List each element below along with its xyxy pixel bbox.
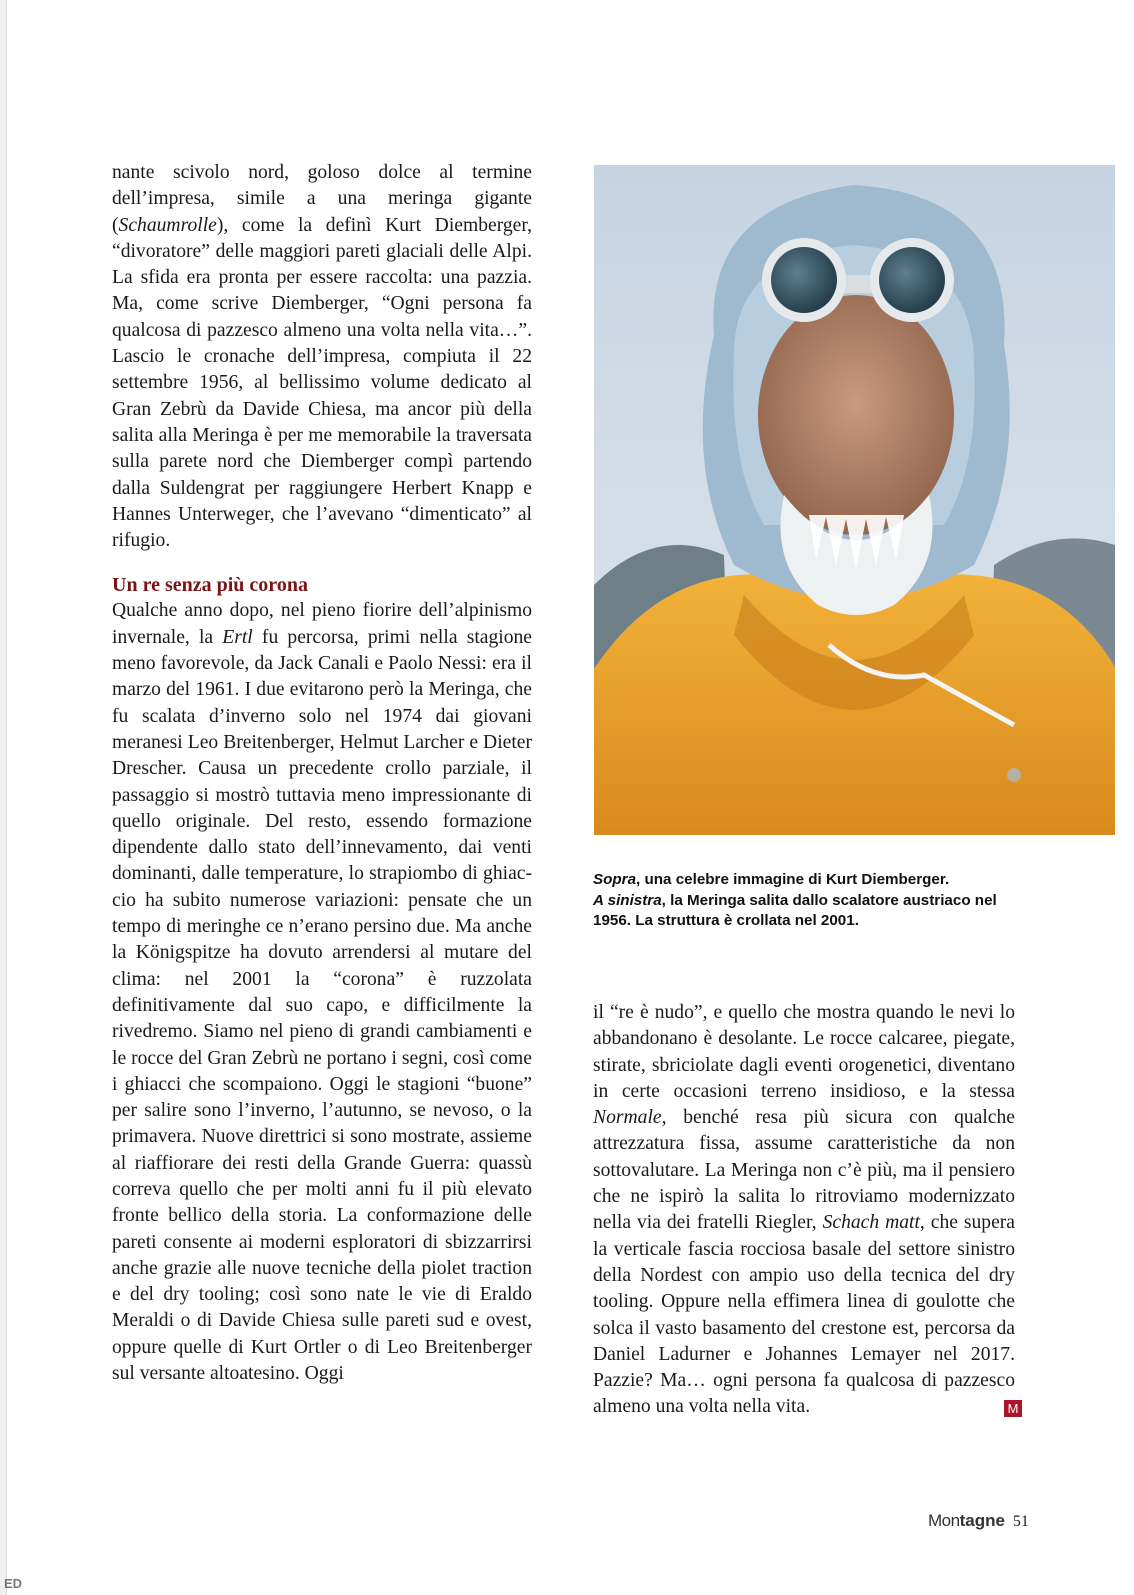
caption-label-above: Sopra — [593, 871, 637, 888]
italic-run-3: Schach matt — [822, 1212, 920, 1234]
caption-label-left: A sinistra — [593, 891, 662, 909]
text-run-4: , che supera la verticale fascia rocciosa basale del settore sinistro della Nordest con ampio uso della tecnica del dry tooling. Oppure nella effimera linea di goulotte che solca il vasto basamento del crestone est, percorsa da Daniel Ladurner e Johannes Lemayer nel 2017. Pazzie? Ma… ogni persona fa qualcosa di pazzesco almeno una volta nella vita. — [593, 1212, 1015, 1418]
text-run-0: il “re è nudo”, e quello che mostra quando le nevi lo abbandonano è desolante. Le rocce calcaree, piegate, stirate, sbriciolate dagli eventi orogenetici, diventano in certe occasioni terreno insidioso, e la stessa — [593, 1002, 1015, 1102]
page-number: 51 — [1012, 1513, 1029, 1530]
subheading: Un re senza più corona — [112, 574, 308, 597]
caption-text-left: , la Meringa salita dallo scalatore austriaco nel 1956. La struttura è crollata nel 2001. — [593, 891, 997, 929]
text-run-0: Qualche anno dopo, nel pieno fiorire dell’alpinismo invernale, la — [112, 600, 532, 648]
italic-run-1: Schaumrolle — [118, 214, 217, 236]
page-footer — [928, 1511, 1029, 1531]
paragraph-1 — [112, 160, 532, 554]
magazine-brand: Montagne — [928, 1511, 1005, 1530]
end-of-article-mark: M — [1004, 1400, 1022, 1417]
text-run-2: fu percorsa, primi nella stagione meno favorevole, da Jack Canali e Paolo Nessi: era il marzo del 1961. I due evitarono però la Meringa, che fu scalata d’inverno solo nel 1974 dai giovani meranesi Leo Breitenberger, Helmut Larcher e Dieter Drescher. Causa un precedente crollo parziale, il passaggio si mostrò tuttavia meno impressionante di quello originale. Del resto, essendo formazione dipendente dallo stato dell’innevamento, dai venti dominanti, dalle temperature, lo strapiombo di ghiaccio ha subito numerose variazioni: pensate che un tempo di meringhe ce n’erano persino due. Ma anche la Königspitze ha dovuto arrendersi al mutare del clima: nel 2001 la “corona” è ruzzolata definitivamente dal suo capo, e difficilmente la rivedremo. Siamo nel pieno di grandi cambiamenti e le rocce del Gran Zebrù ne portano i segni, così come i ghiacci che scompaiono. Oggi le stagioni “buone” per salire sono l’inverno, l’autunno, se nevoso, o la primavera. Nuove direttrici si sono mostrate, assieme al riaffiorare dei resti della Grande Guerra: quassù correva quello che per molti anni fu il più elevato fronte bellico della storia. La conformazione delle pareti consente ai moderni esploratori di sbizzarrirsi anche grazie alle nuove tecniche della piolet traction e del dry tooling; così sono nate le vie di Eraldo Meraldi o di Davide Chiesa sulle pareti sud e ovest, oppure quelle di Kurt Ortler o di Leo Breitenberger sul versante altoatesino. Oggi — [112, 626, 532, 1385]
italic-run-1: Ertl — [222, 626, 253, 648]
photo-climber-portrait — [594, 165, 1115, 835]
margin-mark: ED — [4, 1576, 23, 1591]
left-column — [112, 160, 532, 1387]
end-mark-wrap — [996, 1400, 1022, 1419]
right-column — [593, 1000, 1015, 1421]
climber-photo — [594, 165, 1115, 835]
caption-text-above: , una celebre immagine di Kurt Diemberger. — [636, 871, 950, 888]
paragraph-2 — [112, 598, 532, 1387]
text-run-0: nante scivolo nord, goloso dolce al termine dell’impresa, simile a una meringa gigante ( — [112, 162, 532, 236]
page-edge — [0, 0, 7, 1595]
photo-caption — [593, 870, 1033, 932]
paragraph-3 — [593, 1000, 1015, 1421]
text-run-2: ), come la definì Kurt Diemberger, “divoratore” delle maggiori pareti glaciali delle Alpi. La sfida era pronta per essere raccolta: una pazzia. Ma, come scrive Diemberger, “Ogni persona fa qualcosa di pazzesco almeno una volta nella vita…”. Lascio le cronache dell’impresa, compiuta il 22 settembre 1956, al bellissimo volume dedicato al Gran Zebrù da Davide Chiesa, ma ancor più della salita alla Meringa è per me memorabile la traversata sulla parete nord che Diemberger compì partendo dalla Suldengrat per raggiungere Herbert Knapp e Hannes Unterweger, che l’avevano “dimenticato” al rifugio. — [112, 214, 532, 552]
text-run-2: , benché resa più sicura con qualche attrezzatura fissa, assume caratteristiche da non sottovalutare. La Meringa non c’è più, ma il pensiero che ne ispirò la salita lo ritroviamo modernizzato nella via dei fratelli Riegler, — [593, 1107, 1015, 1234]
italic-run-1: Normale — [593, 1107, 662, 1129]
